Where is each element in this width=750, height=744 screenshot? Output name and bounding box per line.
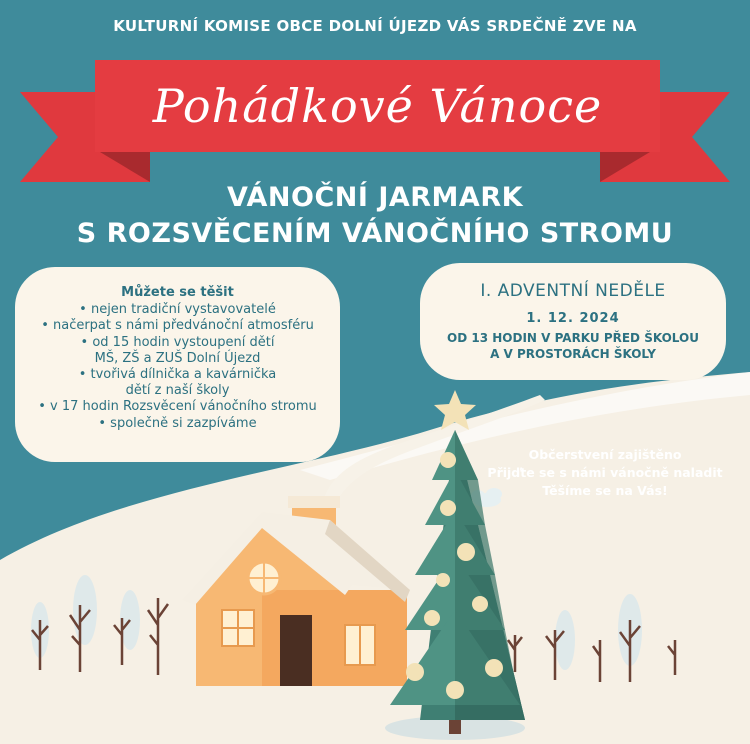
program-item: • načerpat s námi předvánoční atmosféru [41,318,314,334]
note-invite: Přijďte se s námi vánočně naladit [487,465,723,480]
note-refreshments: Občerstvení zajištěno [528,447,682,462]
side-notes [480,446,730,500]
event-place-line2: A V PROSTORÁCH ŠKOLY [490,347,656,361]
program-item: • nejen tradiční vystavovatelé [79,302,276,318]
program-item: • tvořivá dílnička a kavárnička [78,367,277,383]
banner-title: Pohádkové Vánoce [152,79,603,133]
program-item: • v 17 hodin Rozsvěcení vánočního stromu [38,399,317,415]
program-item: • společně si zazpíváme [98,415,257,431]
event-title: I. ADVENTNÍ NEDĚLE [480,281,666,301]
program-item: • od 15 hodin vystoupení dětí [80,334,275,350]
program-box [15,267,340,462]
event-date: 1. 12. 2024 [526,311,620,326]
program-item: dětí z naší školy [125,383,230,399]
headline-line1: VÁNOČNÍ JARMARK [226,182,524,213]
event-place-line1: OD 13 HODIN V PARKU PŘED ŠKOLOU [447,331,699,345]
headline-line2: S ROZSVĚCENÍM VÁNOČNÍHO STROMU [76,218,674,249]
program-title: Můžete se těšit [121,285,234,300]
invite-line: KULTURNÍ KOMISE OBCE DOLNÍ ÚJEZD VÁS SRDEČNĚ ZVE NA [113,17,637,35]
note-greeting: Těšíme se na Vás! [542,483,668,498]
event-box [420,263,726,380]
program-item: MŠ, ZŠ a ZUŠ Dolní Újezd [94,350,261,366]
